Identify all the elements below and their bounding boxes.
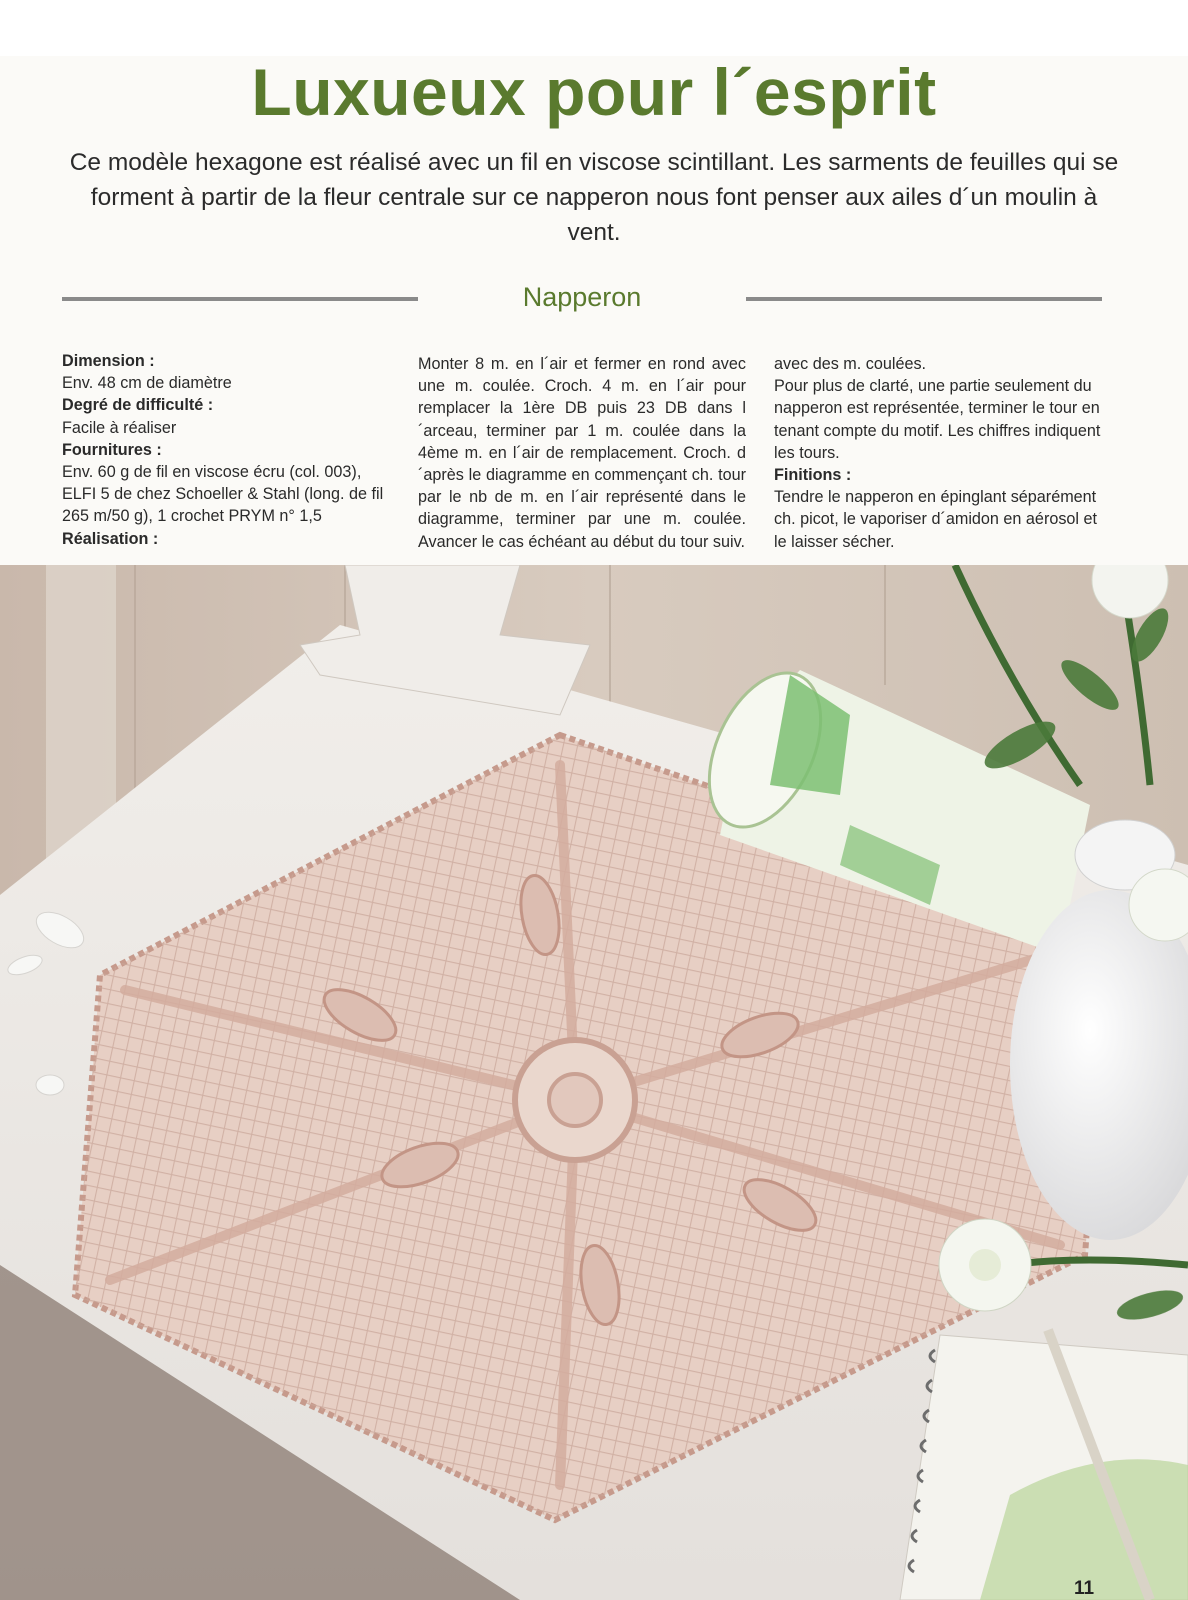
column-2 — [418, 353, 746, 553]
difficulty-text: Facile à réaliser — [62, 418, 177, 437]
supplies-heading: Fournitures : — [62, 440, 162, 459]
difficulty-heading: Degré de difficulté : — [62, 396, 214, 415]
supplies-text: Env. 60 g de fil en viscose écru (col. 003), ELFI 5 de chez Schoeller & Stahl (long. de fil 265 m/50 g), 1 crochet PRYM n° 1,5 — [62, 463, 384, 526]
instructions-continued: avec des m. coulées. — [774, 355, 927, 373]
clarity-note: Pour plus de clarté, une partie seulement du napperon est représentée, terminer le tour en tenant compte du motif. Les chiffres indiquent les tours. — [774, 377, 1101, 462]
dimension-heading: Dimension : — [62, 352, 155, 370]
page-title: Luxueux pour l´esprit — [251, 55, 937, 129]
section-rule-right — [746, 297, 1102, 301]
section-title: Napperon — [522, 282, 642, 312]
page-edge — [0, 0, 1188, 56]
realisation-heading: Réalisation : — [62, 529, 159, 548]
finishing-heading: Finitions : — [774, 466, 852, 485]
finishing-text: Tendre le napperon en épinglant séparément ch. picot, le vaporiser d´amidon en aérosol et le laisser sécher. — [774, 488, 1098, 551]
page-number: 11 — [1074, 1578, 1095, 1599]
column-1 — [62, 350, 392, 550]
section-rule-left — [62, 297, 418, 301]
dimension-text: Env. 48 cm de diamètre — [62, 374, 232, 393]
intro-paragraph: Ce modèle hexagone est réalisé avec un fil en viscose scintillant. Les sarments de feuilles qui se forment à partir de la fleur centrale sur ce napperon nous font penser aux ailes d´un moulin à vent. — [69, 149, 1119, 246]
doily-photo — [0, 565, 1188, 1600]
instructions-text: Monter 8 m. en l´air et fermer en rond avec une m. coulée. Croch. 4 m. en l´air pour remplacer la 1ère DB puis 23 DB dans l´arceau, terminer par 1 m. coulée dans la 4ème m. en l´air de remplacement. Croch. d´après le diagramme en commençant ch. tour par le nb de m. en l´air représenté dans le diagramme, terminer par une m. coulée. Avancer le cas échéant au début du tour suiv. — [418, 355, 746, 551]
column-3 — [774, 353, 1104, 553]
spiral-notebook — [900, 1330, 1188, 1600]
